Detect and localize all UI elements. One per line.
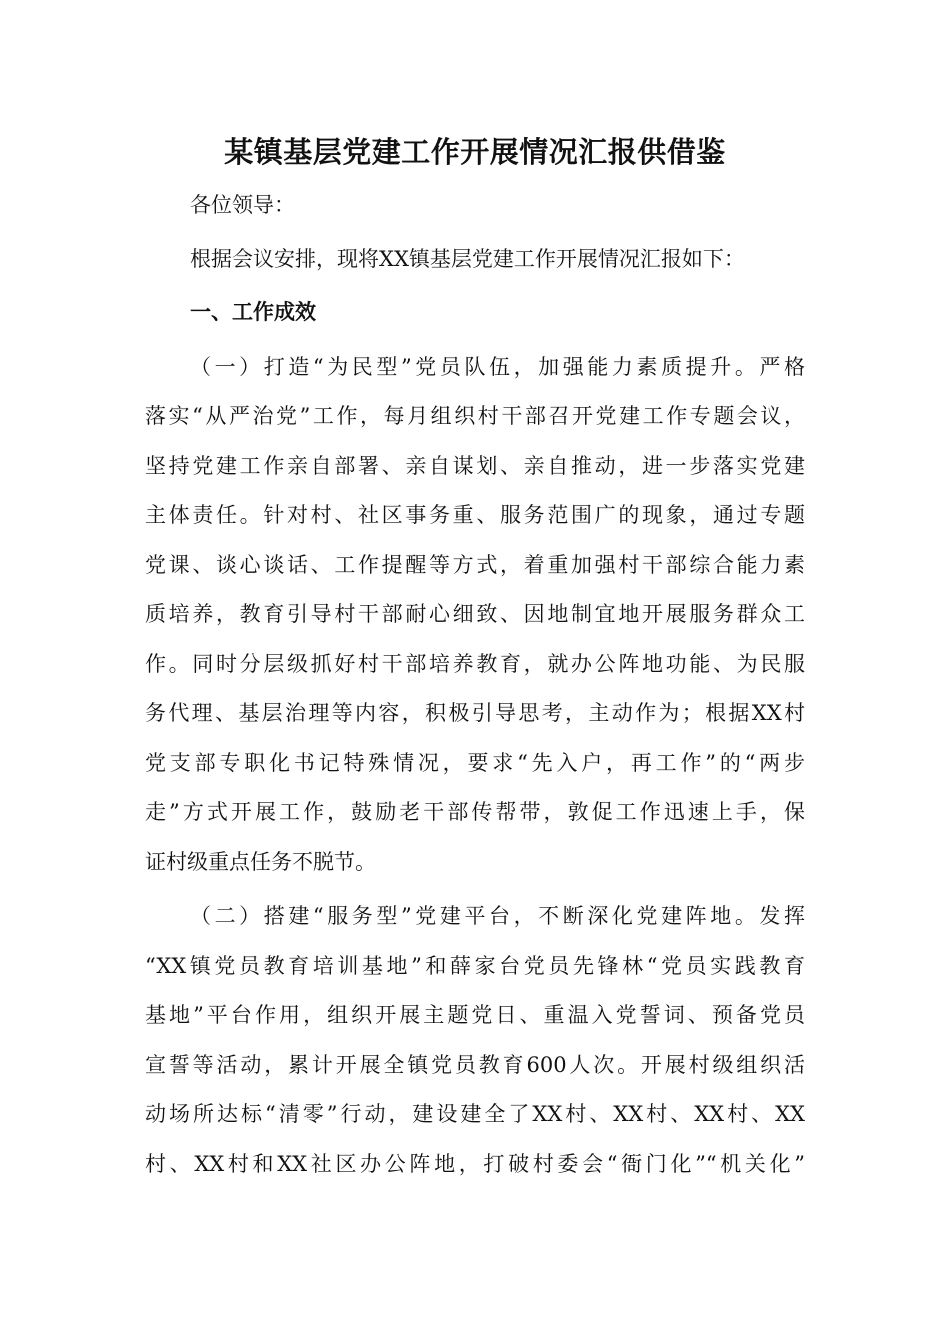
paragraph-line: 党课、谈心谈话、工作提醒等方式，着重加强村干部综合能力素 bbox=[145, 553, 805, 577]
paragraph-line: 主体责任。针对村、社区事务重、服务范围广的现象，通过专题 bbox=[145, 503, 805, 527]
paragraph-line: 走”方式开展工作，鼓励老干部传帮带，敦促工作迅速上手，保 bbox=[145, 800, 805, 824]
paragraph-line: 质培养，教育引导村干部耐心细致、因地制宜地开展服务群众工 bbox=[145, 602, 805, 626]
paragraph-line: 落实“从严治党”工作，每月组织村干部召开党建工作专题会议， bbox=[145, 404, 805, 428]
paragraph-line: 务代理、基层治理等内容，积极引导思考，主动作为；根据XX村 bbox=[145, 701, 805, 725]
paragraph-line: 村、XX村和XX社区办公阵地，打破村委会“衙门化”“机关化” bbox=[145, 1152, 805, 1176]
paragraph-line: “XX镇党员教育培训基地”和薛家台党员先锋林“党员实践教育 bbox=[145, 954, 805, 978]
paragraph-line: 坚持党建工作亲自部署、亲自谋划、亲自推动，进一步落实党建 bbox=[145, 454, 805, 478]
paragraph-line: 党支部专职化书记特殊情况，要求“先入户，再工作”的“两步 bbox=[145, 751, 805, 775]
paragraph-line: （一）打造“为民型”党员队伍，加强能力素质提升。严格 bbox=[190, 355, 805, 379]
paragraph-line: 证村级重点任务不脱节。 bbox=[145, 850, 376, 874]
paragraph-line: 动场所达标“清零”行动，建设建全了XX村、XX村、XX村、XX bbox=[145, 1102, 805, 1126]
paragraph-line: 宣誓等活动，累计开展全镇党员教育600人次。开展村级组织活 bbox=[145, 1053, 805, 1077]
intro-paragraph: 根据会议安排，现将XX镇基层党建工作开展情况汇报如下： bbox=[190, 247, 745, 271]
section-heading: 一、工作成效 bbox=[190, 300, 316, 324]
paragraph-line: 作。同时分层级抓好村干部培养教育，就办公阵地功能、为民服 bbox=[145, 652, 805, 676]
document-title: 某镇基层党建工作开展情况汇报供借鉴 bbox=[224, 135, 726, 169]
paragraph-line: 基地”平台作用，组织开展主题党日、重温入党誓词、预备党员 bbox=[145, 1003, 805, 1027]
salutation: 各位领导： bbox=[190, 193, 295, 217]
paragraph-line: （二）搭建“服务型”党建平台，不断深化党建阵地。发挥 bbox=[190, 904, 805, 928]
